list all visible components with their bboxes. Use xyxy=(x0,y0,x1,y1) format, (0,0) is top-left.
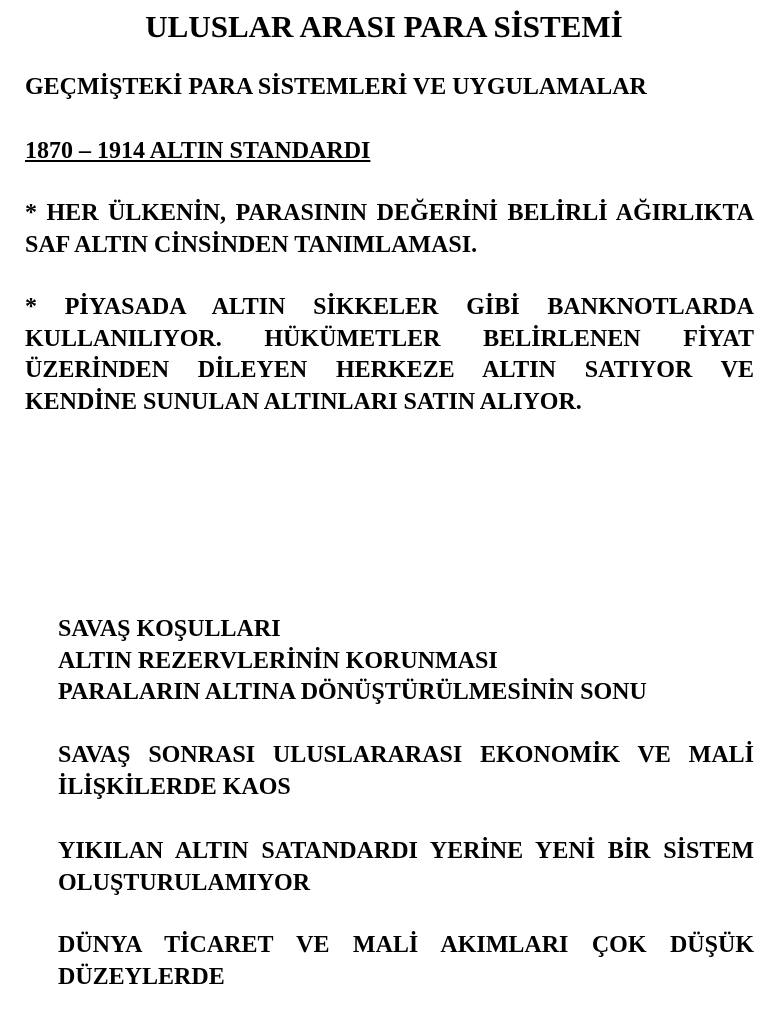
paragraph-no-new-system: YIKILAN ALTIN SATANDARDI YERİNE YENİ BİR SİSTEM OLUŞTURULAMIYOR xyxy=(58,838,754,896)
section-heading-gold-standard: 1870 – 1914 ALTIN STANDARDI xyxy=(25,138,371,164)
paragraph-postwar-chaos: SAVAŞ SONRASI ULUSLARARASI EKONOMİK VE MALİ İLİŞKİLERDE KAOS xyxy=(58,742,754,800)
list-item-gold-reserves: ALTIN REZERVLERİNİN KORUNMASI xyxy=(58,647,498,674)
paragraph-gold-circulation: * PİYASADA ALTIN SİKKELER GİBİ BANKNOTLARDA KULLANILIYOR. HÜKÜMETLER BELİRLENEN FİYAT ÜZERİNDEN DİLEYEN HERKEZE ALTIN SATIYOR VE KENDİNE SUNULAN ALTINLARI SATIN ALIYOR. xyxy=(25,294,754,415)
war-conditions-list xyxy=(58,614,754,709)
page-title: ULUSLAR ARASI PARA SİSTEMİ xyxy=(145,9,623,44)
document-subtitle: GEÇMİŞTEKİ PARA SİSTEMLERİ VE UYGULAMALAR xyxy=(25,74,647,100)
list-item-convertibility-end: PARALARIN ALTINA DÖNÜŞTÜRÜLMESİNİN SONU xyxy=(58,679,647,705)
list-item-war-conditions: SAVAŞ KOŞULLARI xyxy=(58,616,281,642)
paragraph-gold-definition: * HER ÜLKENİN, PARASININ DEĞERİNİ BELİRLİ AĞIRLIKTA SAF ALTIN CİNSİNDEN TANIMLAMASI. xyxy=(25,200,754,258)
paragraph-low-trade-flows: DÜNYA TİCARET VE MALİ AKIMLARI ÇOK DÜŞÜK DÜZEYLERDE xyxy=(58,932,754,990)
